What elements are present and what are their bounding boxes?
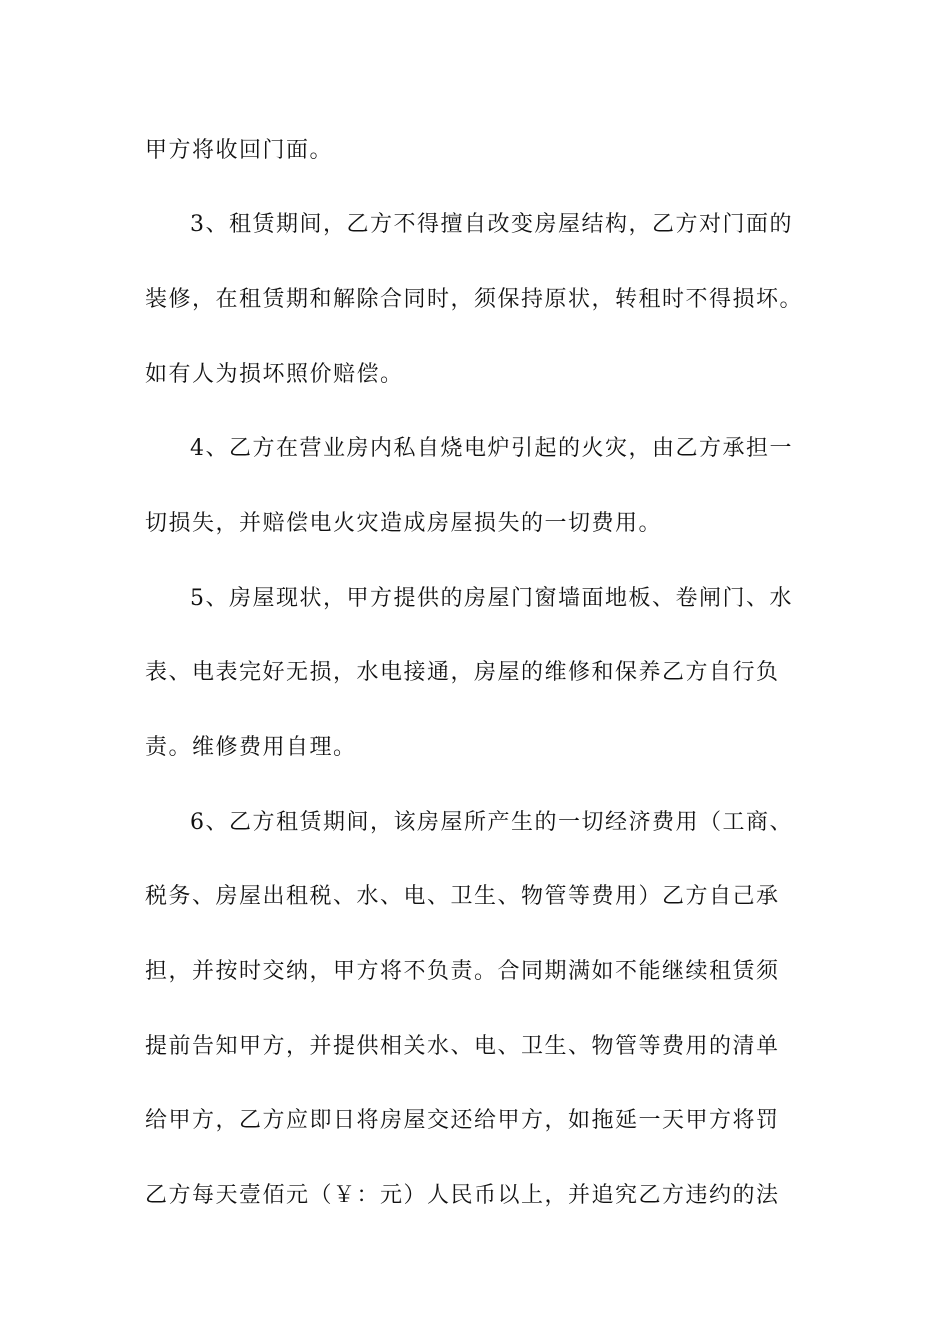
- text-line: 甲方将收回门面。: [145, 138, 334, 163]
- clause-5-line: 5、房屋现状，甲方提供的房屋门窗墙面地板、卷闸门、水: [190, 586, 793, 611]
- clause-3-line: 3、租赁期间，乙方不得擅自改变房屋结构，乙方对门面的: [190, 212, 793, 237]
- text-line: 税务、房屋出租税、水、电、卫生、物管等费用）乙方自己承: [145, 884, 780, 909]
- text-line: 担，并按时交纳，甲方将不负责。合同期满如不能继续租赁须: [145, 959, 780, 984]
- text-line: 如有人为损坏照价赔偿。: [145, 362, 404, 387]
- text-line: 表、电表完好无损，水电接通，房屋的维修和保养乙方自行负: [145, 660, 780, 685]
- text-line: 提前告知甲方，并提供相关水、电、卫生、物管等费用的清单: [145, 1034, 780, 1059]
- text-line: 给甲方，乙方应即日将房屋交还给甲方，如拖延一天甲方将罚: [145, 1108, 780, 1133]
- text-line: 乙方每天壹佰元（￥：元）人民币以上，并追究乙方违约的法: [145, 1183, 780, 1208]
- text-line: 装修，在租赁期和解除合同时，须保持原状，转租时不得损坏。: [145, 287, 804, 312]
- text-line: 责。维修费用自理。: [145, 735, 357, 760]
- clause-6-line: 6、乙方租赁期间，该房屋所产生的一切经济费用（工商、: [190, 810, 793, 835]
- clause-4-line: 4、乙方在营业房内私自烧电炉引起的火灾，由乙方承担一: [190, 436, 793, 461]
- text-line: 切损失，并赔偿电火灾造成房屋损失的一切费用。: [145, 511, 663, 536]
